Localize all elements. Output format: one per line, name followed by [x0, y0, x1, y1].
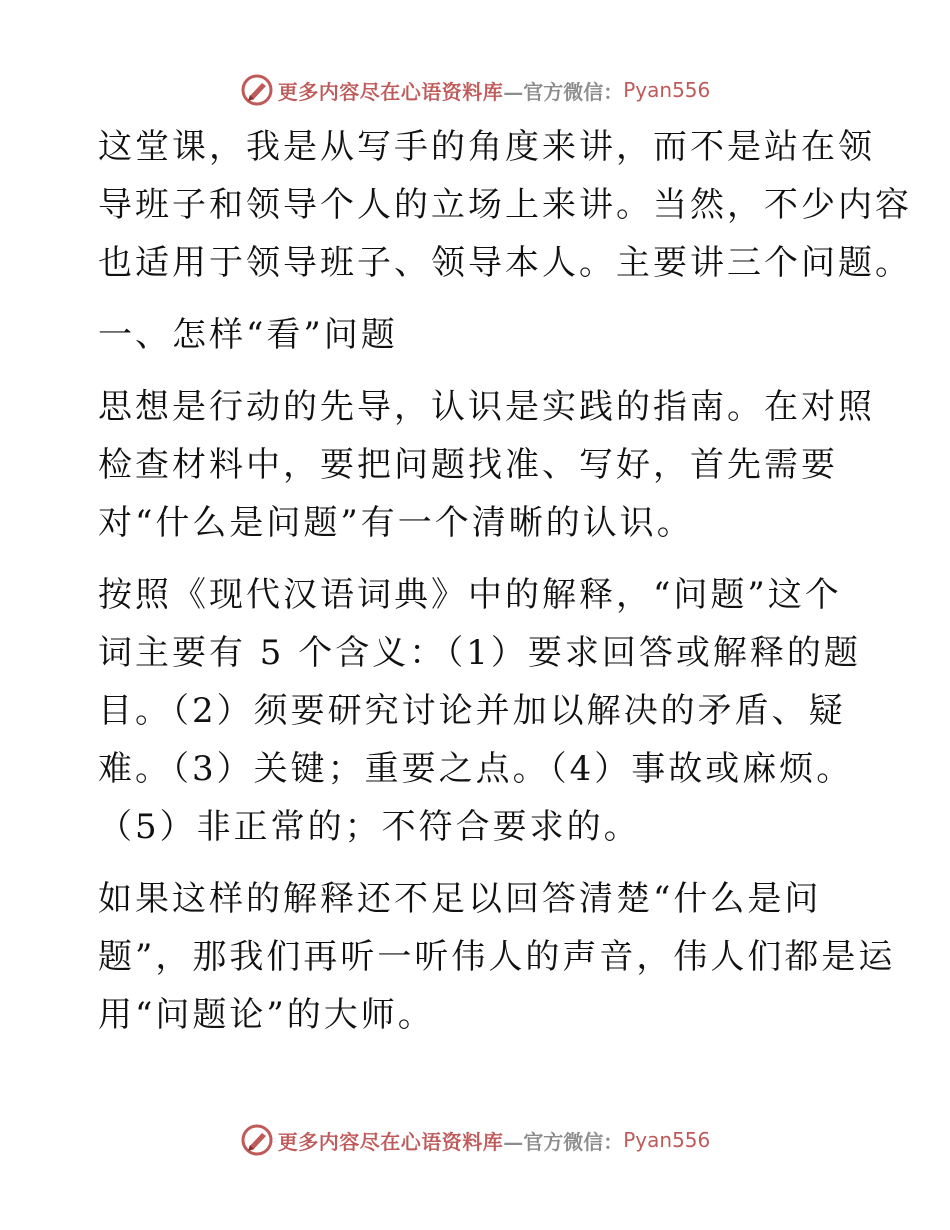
text-line: 如果这样的解释还不足以回答清楚“什么是问 — [98, 879, 822, 919]
pen-logo-icon — [240, 1123, 274, 1157]
text-line: 对“什么是问题”有一个清晰的认识。 — [98, 503, 694, 543]
text-line: （5）非正常的；不符合要求的。 — [98, 807, 641, 847]
banner-wechat-id: Pyan556 — [623, 1128, 711, 1152]
footer-banner — [0, 1120, 950, 1160]
header-banner — [0, 70, 950, 110]
text-line: 这堂课，我是从写手的角度来讲，而不是站在领 — [98, 127, 875, 167]
banner-dash-text: —官方微信： — [503, 1129, 624, 1154]
text-line: 用“问题论”的大师。 — [98, 995, 435, 1035]
text-line: 检查材料中，要把问题找准、写好，首先需要 — [98, 445, 838, 485]
text-line: 难。（3）关键；重要之点。（4）事故或麻烦。 — [98, 749, 854, 789]
text-line: 题”，那我们再听一听伟人的声音，伟人们都是运 — [98, 937, 896, 977]
text-line: 按照《现代汉语词典》中的解释，“问题”这个 — [98, 575, 842, 615]
text-line: 也适用于领导班子、领导本人。主要讲三个问题。 — [98, 243, 912, 283]
text-line: 思想是行动的先导，认识是实践的指南。在对照 — [98, 387, 875, 427]
banner-dash-text: —官方微信： — [503, 79, 624, 104]
banner-site-text: 更多内容尽在心语资料库 — [277, 1129, 504, 1154]
paragraph-great-men — [98, 870, 896, 1044]
banner-wechat-id: Pyan556 — [623, 78, 711, 102]
banner-site-text: 更多内容尽在心语资料库 — [277, 79, 504, 104]
pen-logo-icon — [240, 73, 274, 107]
paragraph-thought — [98, 378, 875, 552]
text-line: 词主要有 5 个含义：（1）要求回答或解释的题 — [98, 633, 861, 673]
text-line: 导班子和领导个人的立场上来讲。当然，不少内容 — [98, 185, 912, 225]
paragraph-dictionary — [98, 566, 868, 856]
paragraph-intro — [98, 118, 912, 292]
text-line: 目。（2）须要研究讨论并加以解决的矛盾、疑 — [98, 691, 846, 731]
section-heading: 一、怎样“看”问题 — [98, 315, 398, 355]
document-body — [98, 118, 912, 1044]
